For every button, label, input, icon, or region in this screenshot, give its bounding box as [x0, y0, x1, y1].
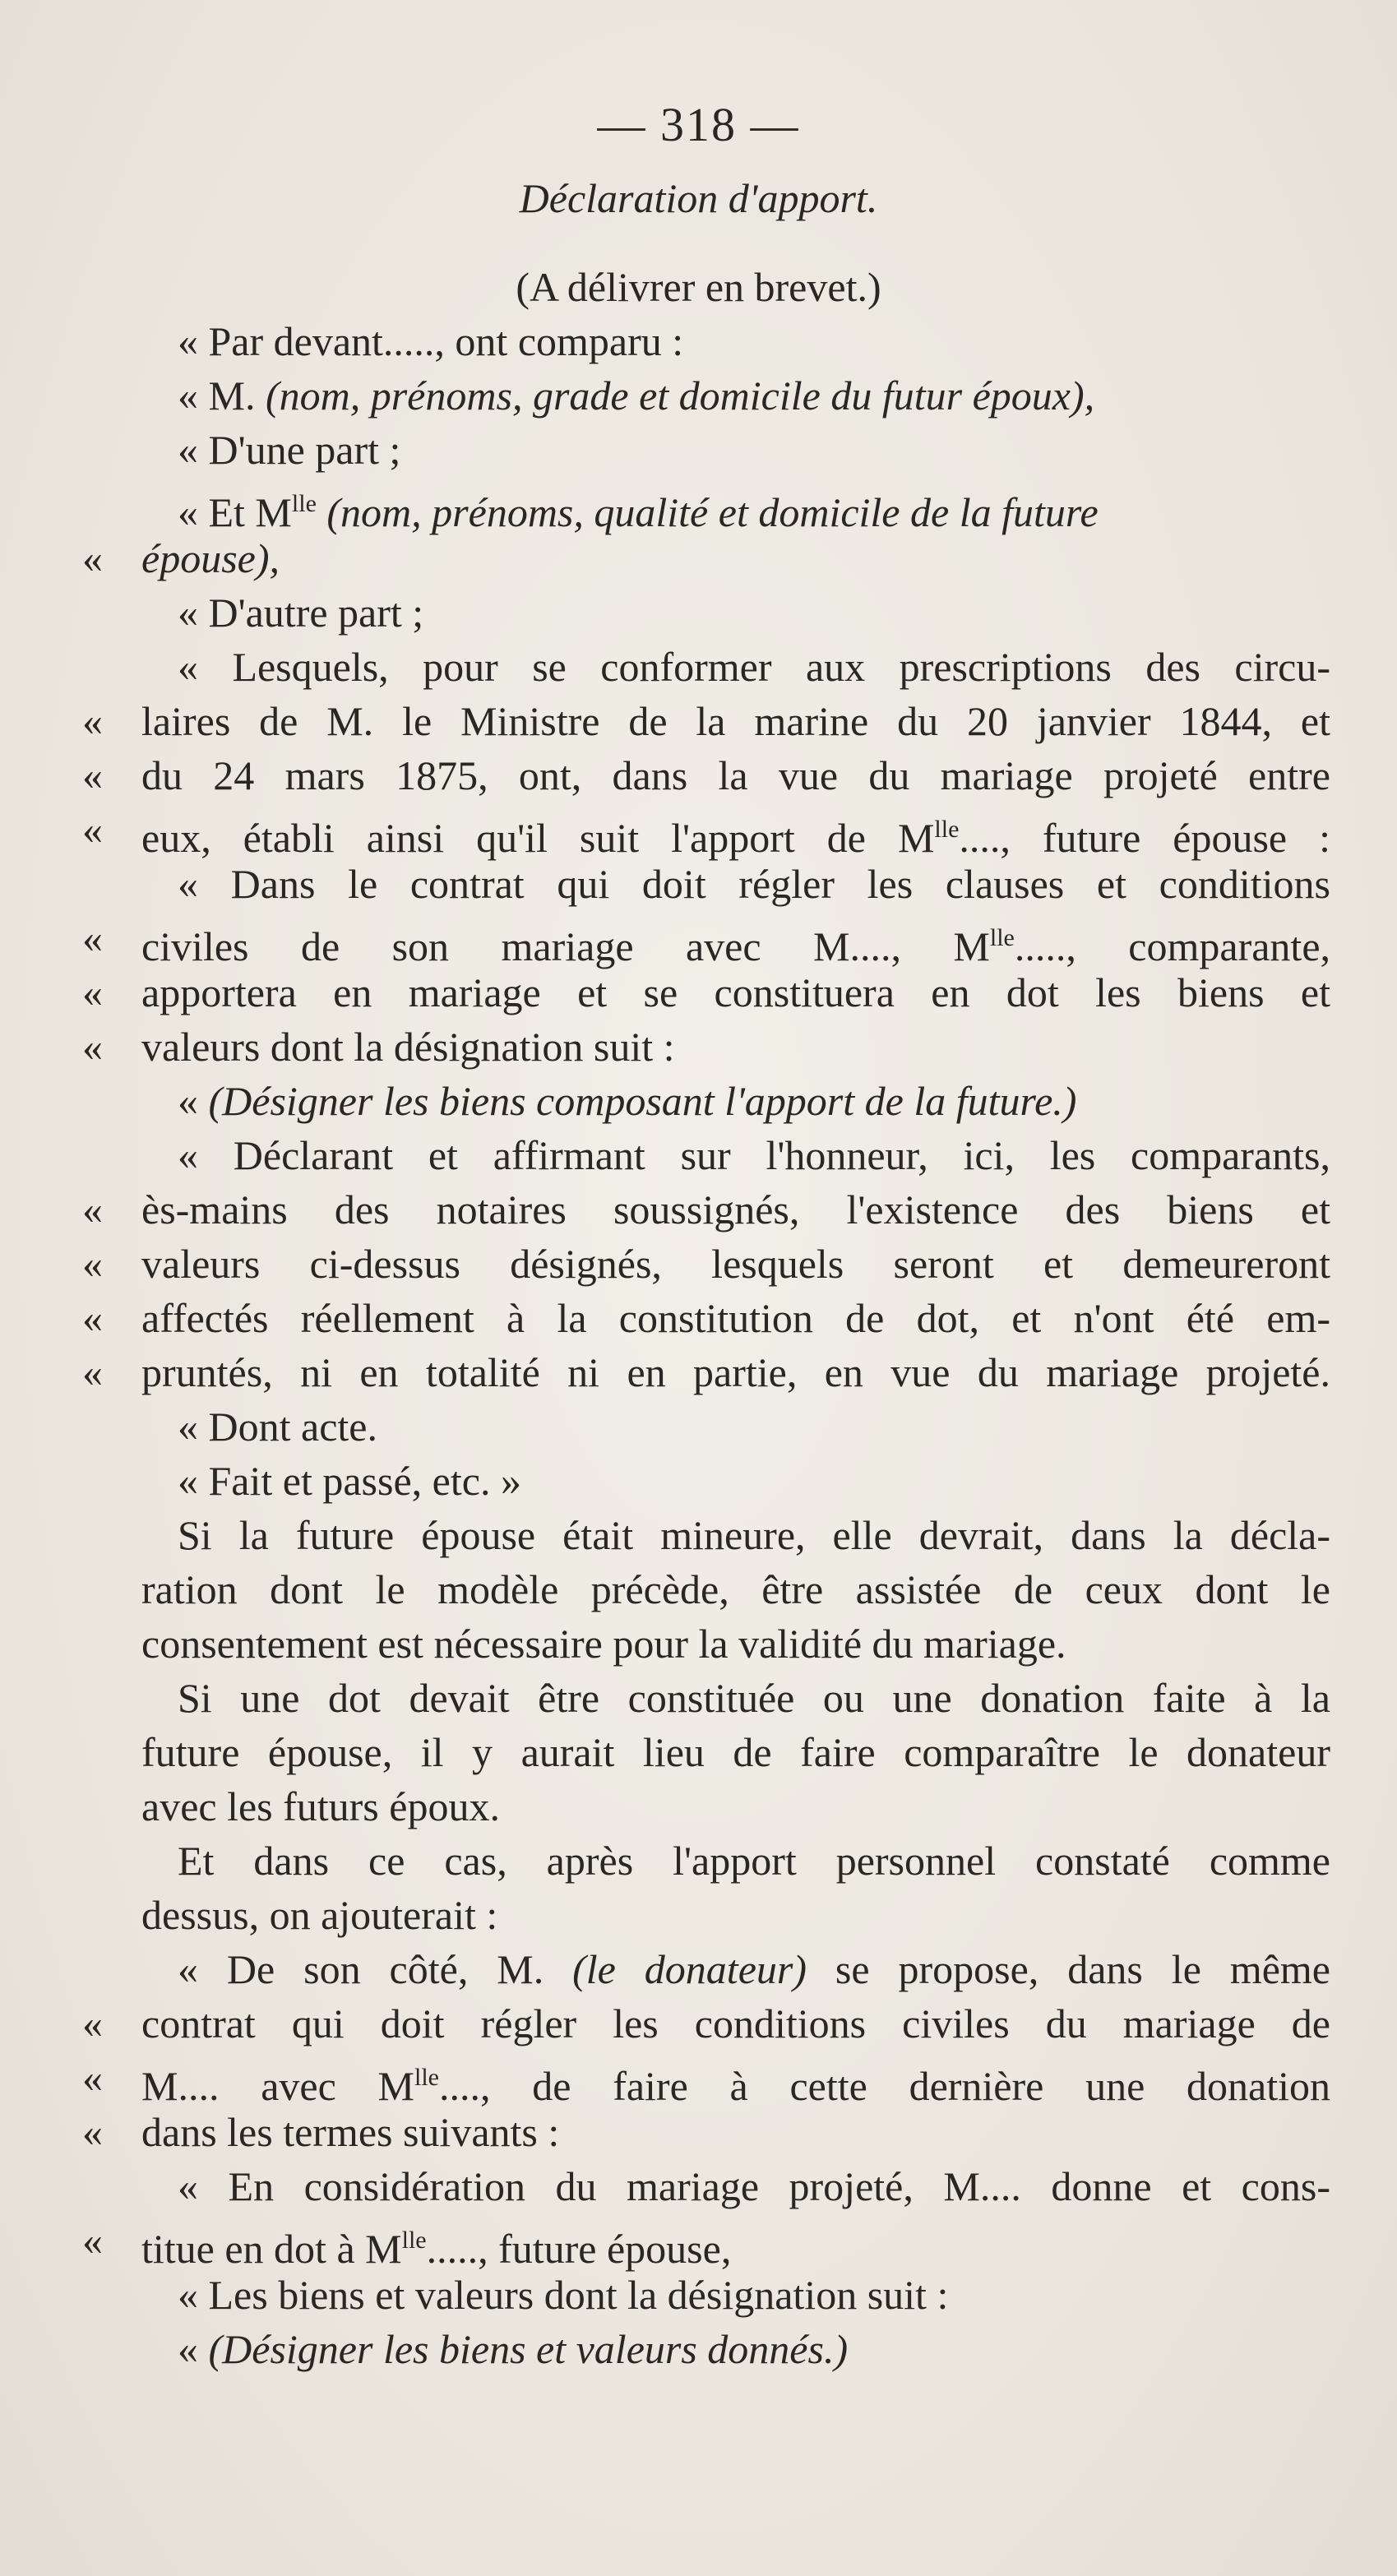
- text-run: ....., future épouse,: [426, 2226, 732, 2272]
- italic-run: (nom, prénoms, qualité et domicile de la future: [316, 489, 1099, 535]
- text-run: ...., future épouse :: [959, 815, 1330, 861]
- text-run: «: [178, 2326, 209, 2372]
- text-run: M.... avec M: [141, 2063, 414, 2109]
- continuation-quote-mark: «: [82, 915, 103, 961]
- text-line: [141, 477, 1330, 535]
- text-run: eux, établi ainsi qu'il suit l'apport de M: [141, 815, 935, 861]
- text-line: dans les termes suivants :: [141, 2109, 560, 2155]
- continuation-quote-mark: «: [82, 1241, 103, 1287]
- text-line: ès-mains des notaires soussignés, l'existence des biens et: [141, 1186, 1330, 1233]
- text-line: « Dans le contrat qui doit régler les clauses et conditions: [178, 861, 1330, 907]
- text-line: [141, 2322, 1330, 2376]
- superscript: lle: [989, 924, 1015, 951]
- text-line: « Déclarant et affirmant sur l'honneur, ici, les comparants,: [178, 1132, 1330, 1178]
- text-line: du 24 mars 1875, ont, dans la vue du mariage projeté entre: [141, 752, 1330, 798]
- text-line: [141, 1942, 1330, 1996]
- text-run: «: [178, 1078, 209, 1124]
- text-line: [141, 368, 1330, 423]
- section-heading: Déclaration d'apport.: [519, 175, 878, 221]
- text-line: « En considération du mariage projeté, M.... donne et cons-: [178, 2163, 1330, 2209]
- text-run: civiles de son mariage avec M...., M: [141, 923, 990, 969]
- continuation-quote-mark: «: [82, 752, 103, 798]
- text-run: « Et M: [178, 489, 292, 535]
- continuation-quote-mark: «: [82, 2055, 103, 2101]
- text-run: « De son côté, M.: [178, 1946, 573, 1992]
- text-line: affectés réellement à la constitution de dot, et n'ont été em-: [141, 1295, 1330, 1341]
- text-line: [141, 802, 1330, 861]
- text-line: « Fait et passé, etc. »: [178, 1458, 521, 1504]
- continuation-quote-mark: «: [82, 2109, 103, 2155]
- text-line: [141, 1074, 1330, 1128]
- text-line: Si une dot devait être constituée ou une donation faite à la: [178, 1675, 1330, 1721]
- text-line: « D'autre part ;: [178, 590, 424, 636]
- continuation-quote-mark: «: [82, 969, 103, 1015]
- text-line: « Les biens et valeurs dont la désignation suit :: [178, 2272, 949, 2318]
- text-line: épouse),: [141, 535, 280, 581]
- italic-run: (nom, prénoms, grade et domicile du futur époux),: [265, 372, 1095, 419]
- section-subheading: (A délivrer en brevet.): [516, 264, 881, 310]
- superscript: lle: [291, 490, 317, 517]
- italic-run: (Désigner les biens composant l'apport de la future.): [208, 1078, 1077, 1124]
- continuation-quote-mark: «: [82, 2000, 103, 2046]
- text-line: « Par devant....., ont comparu :: [178, 318, 684, 364]
- text-run: ...., de faire à cette dernière une donation: [439, 2063, 1330, 2109]
- text-run: titue en dot à M: [141, 2226, 402, 2272]
- continuation-quote-mark: «: [82, 1186, 103, 1233]
- text-run: se propose, dans le même: [807, 1946, 1330, 1992]
- italic-run: (Désigner les biens et valeurs donnés.): [208, 2326, 849, 2372]
- italic-run: (le donateur): [572, 1946, 807, 1992]
- text-line: [141, 911, 1331, 969]
- text-line: « Dont acte.: [178, 1404, 377, 1450]
- text-line: Si la future épouse était mineure, elle devrait, dans la décla-: [178, 1512, 1330, 1558]
- continuation-quote-mark: «: [82, 807, 103, 853]
- page-number: — 318 —: [597, 98, 800, 151]
- superscript: lle: [414, 2064, 439, 2091]
- text-line: « Lesquels, pour se conformer aux prescriptions des circu-: [178, 644, 1330, 690]
- continuation-quote-mark: «: [82, 1295, 103, 1341]
- text-line: [141, 2051, 1330, 2109]
- text-line: valeurs ci-dessus désignés, lesquels seront et demeureront: [141, 1241, 1330, 1287]
- text-line: pruntés, ni en totalité ni en partie, en vue du mariage projeté.: [141, 1349, 1330, 1395]
- text-line: ration dont le modèle précède, être assistée de ceux dont le: [141, 1566, 1330, 1612]
- text-line: laires de M. le Ministre de la marine du 20 janvier 1844, et: [141, 698, 1330, 744]
- continuation-quote-mark: «: [82, 1024, 103, 1070]
- superscript: lle: [401, 2227, 427, 2254]
- text-run: « M.: [178, 372, 266, 419]
- text-line: apportera en mariage et se constituera en dot les biens et: [141, 969, 1330, 1015]
- text-line: valeurs dont la désignation suit :: [141, 1024, 675, 1070]
- text-line: Et dans ce cas, après l'apport personnel constaté comme: [178, 1838, 1330, 1884]
- continuation-quote-mark: «: [82, 2218, 103, 2264]
- text-line: consentement est nécessaire pour la validité du mariage.: [141, 1621, 1066, 1667]
- continuation-quote-mark: «: [82, 535, 103, 581]
- text-line: dessus, on ajouterait :: [141, 1892, 498, 1938]
- text-run: ....., comparante,: [1014, 923, 1331, 969]
- text-line: « D'une part ;: [178, 427, 401, 473]
- continuation-quote-mark: «: [82, 698, 103, 744]
- text-line: future épouse, il y aurait lieu de faire comparaître le donateur: [141, 1729, 1330, 1775]
- superscript: lle: [934, 816, 960, 843]
- text-line: contrat qui doit régler les conditions civiles du mariage de: [141, 2000, 1330, 2046]
- text-line: [141, 2213, 1330, 2272]
- text-line: avec les futurs époux.: [141, 1783, 500, 1829]
- continuation-quote-mark: «: [82, 1349, 103, 1395]
